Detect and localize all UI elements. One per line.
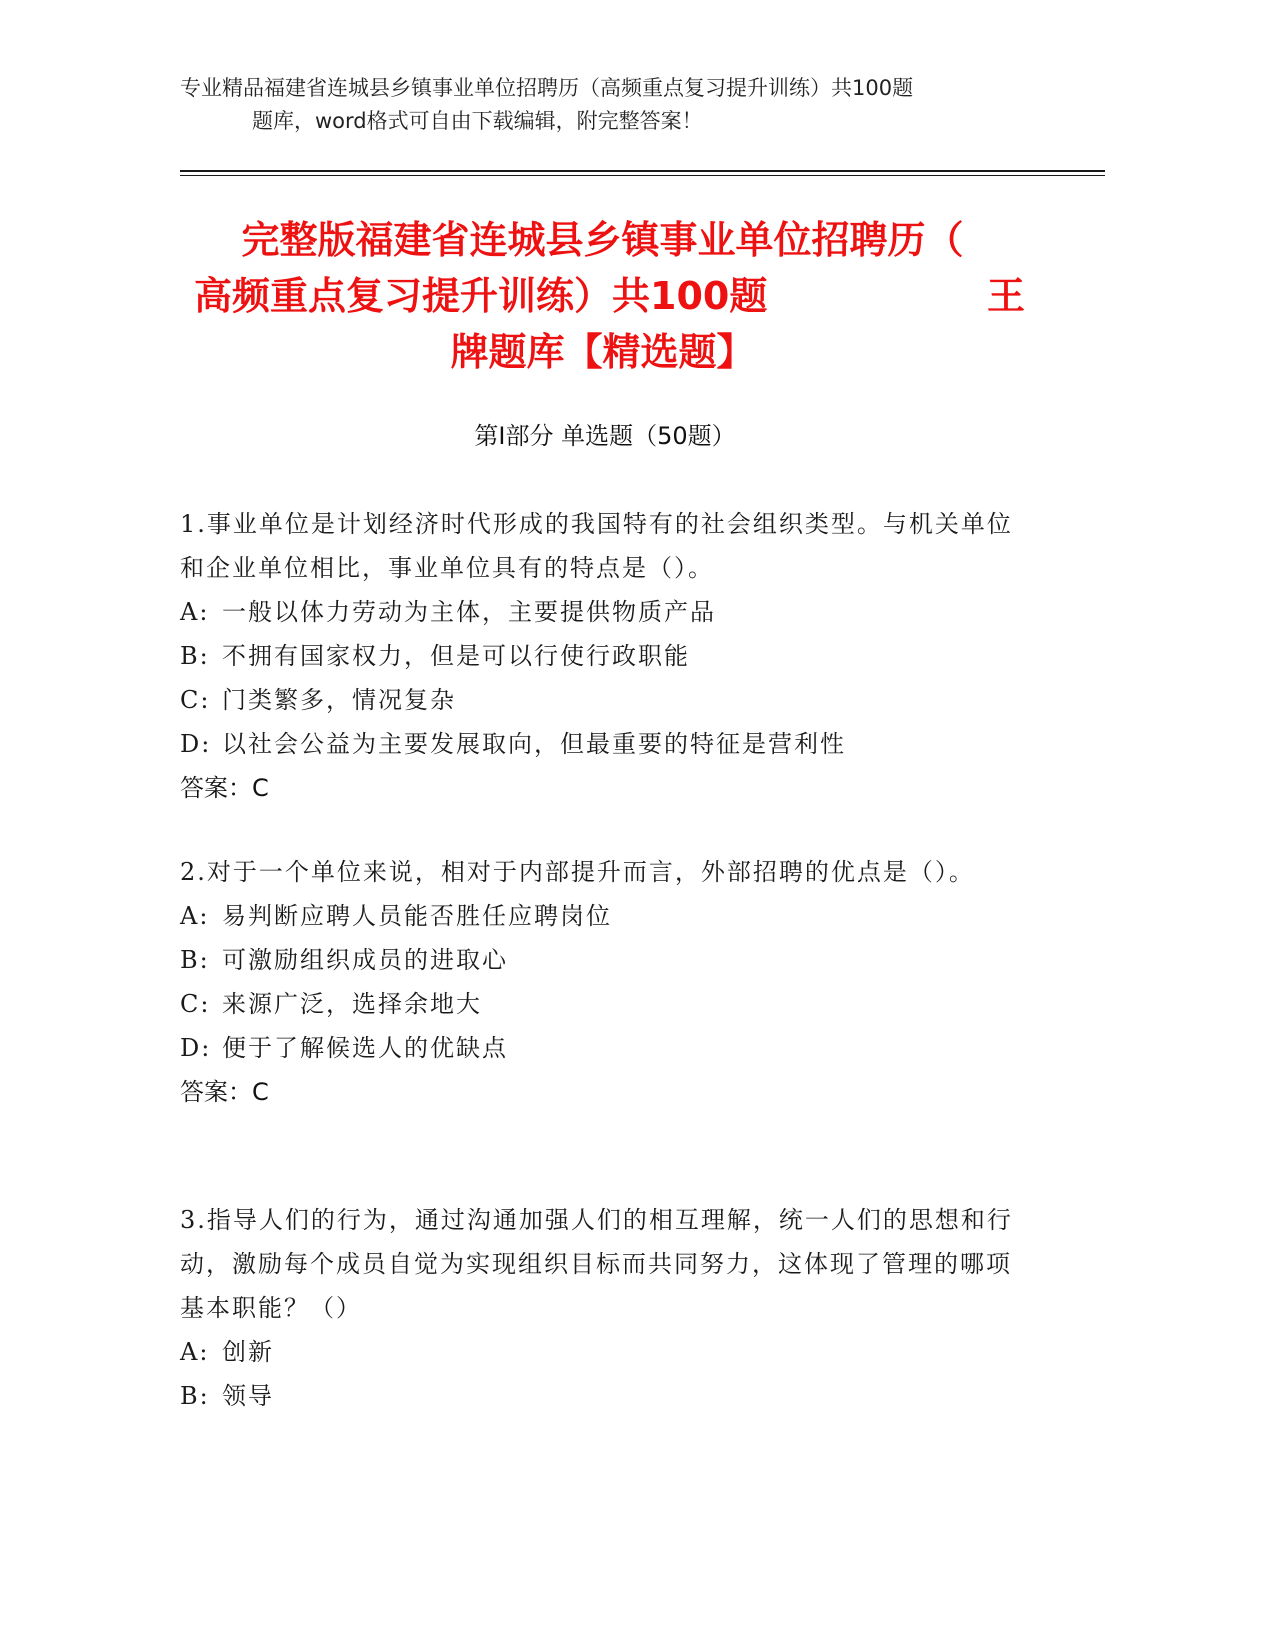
option-text: 来源广泛，选择余地大 <box>222 990 482 1018</box>
option-a <box>180 590 1030 634</box>
option-key: B: <box>180 946 210 974</box>
question-stem: 3.指导人们的行为，通过沟通加强人们的相互理解，统一人们的思想和行动，激励每个成员自觉为实现组织目标而共同努力，这体现了管理的哪项基本职能？（） <box>180 1206 1013 1322</box>
option-a <box>180 1330 1030 1374</box>
option-d <box>180 1026 1030 1070</box>
option-c <box>180 678 1030 722</box>
option-key: A: <box>180 902 210 930</box>
option-text: 门类繁多，情况复杂 <box>222 686 456 714</box>
header-divider-thick <box>180 170 1105 172</box>
title-line-2 <box>180 268 1025 324</box>
document-title <box>180 212 1025 380</box>
option-b <box>180 938 1030 982</box>
option-key: D: <box>180 1034 212 1062</box>
header-note-line1: 专业精品福建省连城县乡镇事业单位招聘历（高频重点复习提升训练）共100题 <box>180 76 914 100</box>
option-key: C: <box>180 686 211 714</box>
question-2 <box>180 850 1030 1114</box>
option-key: A: <box>180 1338 210 1366</box>
header-divider-thin <box>180 175 1105 176</box>
option-b <box>180 1374 1030 1418</box>
option-text: 以社会公益为主要发展取向，但最重要的特征是营利性 <box>222 730 846 758</box>
option-key: D: <box>180 730 212 758</box>
section-heading: 第Ⅰ部分 单选题（50题） <box>474 422 736 450</box>
option-text: 便于了解候选人的优缺点 <box>222 1034 508 1062</box>
option-text: 一般以体力劳动为主体，主要提供物质产品 <box>222 598 716 626</box>
option-text: 易判断应聘人员能否胜任应聘岗位 <box>222 902 612 930</box>
option-a <box>180 894 1030 938</box>
answer: 答案：C <box>180 1078 269 1106</box>
title-line-2-right: 王 <box>986 274 1025 318</box>
option-text: 可激励组织成员的进取心 <box>222 946 508 974</box>
question-stem: 1.事业单位是计划经济时代形成的我国特有的社会组织类型。与机关单位和企业单位相比，事业单位具有的特点是（）。 <box>180 510 1013 582</box>
question-stem: 2.对于一个单位来说，相对于内部提升而言，外部招聘的优点是（）。 <box>180 858 975 886</box>
title-line-3: 牌题库【精选题】 <box>450 330 755 374</box>
title-line-2-left: 高频重点复习提升训练）共100题 <box>194 274 768 318</box>
option-key: B: <box>180 642 210 670</box>
option-d <box>180 722 1030 766</box>
option-b <box>180 634 1030 678</box>
option-text: 领导 <box>222 1382 274 1410</box>
header-note <box>180 72 1060 138</box>
question-3 <box>180 1198 1030 1418</box>
option-key: B: <box>180 1382 210 1410</box>
question-1 <box>180 502 1030 810</box>
option-key: A: <box>180 598 210 626</box>
option-key: C: <box>180 990 211 1018</box>
option-c <box>180 982 1030 1026</box>
answer: 答案：C <box>180 774 269 802</box>
option-text: 不拥有国家权力，但是可以行使行政职能 <box>222 642 690 670</box>
header-note-line2: 题库，word格式可自由下载编辑，附完整答案！ <box>252 109 703 133</box>
title-line-1: 完整版福建省连城县乡镇事业单位招聘历（ <box>241 218 964 262</box>
option-text: 创新 <box>222 1338 274 1366</box>
